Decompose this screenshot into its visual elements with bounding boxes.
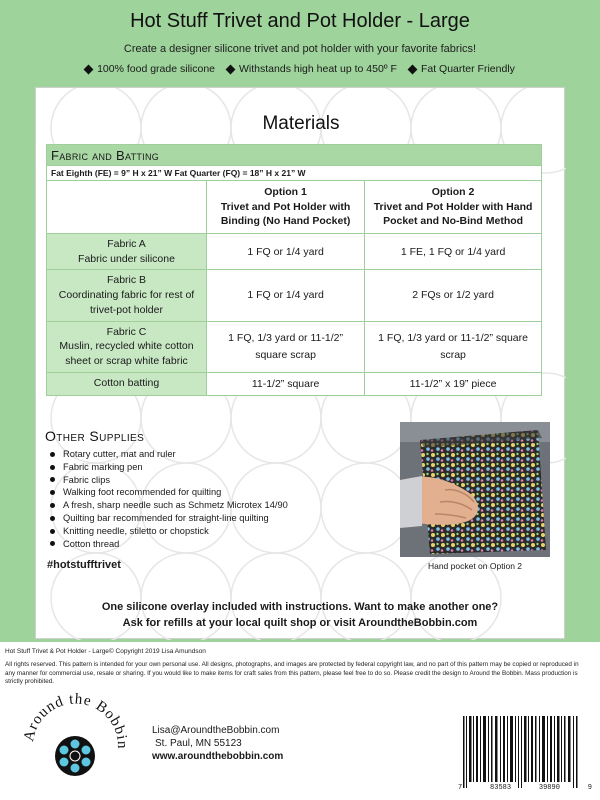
option1-label: Option 1: [264, 186, 307, 198]
option1-value: 1 FQ, 1/3 yard or 11-1/2” square scrap: [207, 321, 365, 372]
bullet-icon: [50, 529, 55, 534]
fabric-section-label: Fabric and Batting: [47, 145, 542, 166]
option1-desc: Trivet and Pot Holder with Binding (No Hand Pocket): [220, 200, 351, 228]
bullet-icon: [50, 452, 55, 457]
fabric-name-cell: [47, 372, 207, 395]
supply-label: Quilting bar recommended for straight-line quilting: [63, 512, 269, 523]
refill-line-1: One silicone overlay included with instructions. Want to make another one?: [101, 601, 499, 613]
option2-value: 2 FQs or 1/2 yard: [365, 270, 542, 321]
table-row: [47, 372, 542, 395]
refill-note: [0, 599, 600, 631]
hashtag: #hotstufftrivet: [47, 559, 121, 571]
barcode-digits: [455, 784, 595, 792]
rights-statement: All rights reserved. This pattern is intended for your own personal use. All designs, photographs, and images are protected by federal copyright law, and no part of this pattern may be copied or reproduced in any manner for commercial use, resale or sharing. If you would like to make items for craft sales from this pattern, please feel free to do so. Please credit the design to Around the Bobbin. Mass production is strictly prohibited.: [5, 661, 579, 685]
materials-heading: Materials: [262, 113, 340, 134]
bullet-icon: [50, 465, 55, 470]
fabric-name-cell: [47, 270, 207, 321]
barcode-digit-group: 83583: [490, 784, 512, 792]
bullet-icon: [50, 477, 55, 482]
feature-label: Fat Quarter Friendly: [420, 63, 515, 75]
fabric-name: Fabric A: [107, 238, 146, 251]
sizes-note-row: [47, 166, 542, 181]
supply-label: Knitting needle, stiletto or chopstick: [63, 525, 209, 536]
page-subtitle: Create a designer silicone trivet and pot holder with your favorite fabrics!: [123, 43, 477, 55]
option1-value: 1 FQ or 1/4 yard: [207, 270, 365, 321]
fabric-name-cell: [47, 321, 207, 372]
contact-email: Lisa@AroundtheBobbin.com: [152, 725, 280, 736]
bullet-icon: [50, 516, 55, 521]
fabric-name: Fabric C: [106, 325, 147, 338]
table-row: [47, 234, 542, 270]
feature-item: [227, 63, 397, 75]
fabric-section-header: [47, 145, 542, 166]
list-item: [50, 461, 288, 474]
diamond-bullet-icon: [408, 64, 418, 74]
supply-label: Walking foot recommended for quilting: [63, 487, 222, 498]
supplies-list: [50, 448, 288, 550]
option2-desc: Trivet and Pot Holder with Hand Pocket and No-Bind Method: [373, 200, 533, 228]
feature-list: [0, 63, 600, 75]
contact-city: St. Paul, MN 55123: [155, 738, 242, 749]
pot-holder-photo-image: [400, 422, 550, 557]
list-item: [50, 538, 288, 551]
fabric-detail: Coordinating fabric for rest of trivet-pot holder: [58, 289, 195, 316]
option2-header: [365, 181, 542, 234]
list-item: [50, 486, 288, 499]
table-row: [47, 321, 542, 372]
barcode-digit-group: 39890: [538, 784, 560, 792]
option1-header: [207, 181, 365, 234]
feature-label: Withstands high heat up to 450º F: [239, 63, 397, 75]
option2-value: 1 FE, 1 FQ or 1/4 yard: [365, 234, 542, 270]
refill-line-2: Ask for refills at your local quilt shop or visit AroundtheBobbin.com: [122, 617, 478, 629]
feature-item: [409, 63, 515, 75]
supply-label: Rotary cutter, mat and ruler: [63, 449, 176, 459]
option2-value: 1 FQ, 1/3 yard or 11-1/2” square scrap: [365, 321, 542, 372]
list-item: [50, 448, 288, 461]
list-item: [50, 499, 288, 512]
around-the-bobbin-logo: [18, 688, 133, 798]
barcode-digit-group: 9: [587, 784, 592, 792]
fabric-name: Fabric B: [106, 274, 147, 287]
fabric-detail: Fabric under silicone: [78, 252, 175, 265]
list-item: [50, 474, 288, 487]
option2-label: Option 2: [431, 186, 475, 198]
blank-header-cell: [47, 181, 207, 234]
bullet-icon: [50, 541, 55, 546]
supply-label: Fabric clips: [63, 474, 111, 485]
table-row: [47, 270, 542, 321]
photo-caption: Hand pocket on Option 2: [427, 561, 523, 571]
fabric-name-cell: [47, 234, 207, 270]
option1-value: 1 FQ or 1/4 yard: [207, 234, 365, 270]
other-supplies-heading: Other Supplies: [45, 428, 145, 444]
page-title: Hot Stuff Trivet and Pot Holder - Large: [130, 10, 470, 32]
barcode-digit-group: 7: [458, 784, 463, 792]
fabric-name: Cotton batting: [93, 377, 160, 390]
supply-label: A fresh, sharp needle such as Schmetz Microtex 14/90: [63, 500, 288, 511]
copyright-line: Hot Stuff Trivet & Pot Holder - Large© Copyright 2019 Lisa Amundson: [5, 648, 206, 655]
option2-value: 11-1/2” x 19” piece: [365, 372, 542, 395]
materials-table: [46, 144, 542, 396]
diamond-bullet-icon: [84, 64, 94, 74]
list-item: [50, 512, 288, 525]
option1-value: 11-1/2” square: [207, 372, 365, 395]
bullet-icon: [50, 503, 55, 508]
hand-pocket-photo: [400, 422, 550, 557]
sizes-note: Fat Eighth (FE) = 9” H x 21” W Fat Quarter (FQ) = 18” H x 21” W: [47, 166, 542, 181]
supply-label: Fabric marking pen: [63, 461, 143, 472]
contact-info: [152, 724, 283, 763]
bullet-icon: [50, 490, 55, 495]
logo-text: Around the Bobbin: [21, 691, 131, 750]
feature-item: [85, 63, 215, 75]
diamond-bullet-icon: [226, 64, 236, 74]
supply-label: Cotton thread: [63, 538, 120, 549]
feature-label: 100% food grade silicone: [97, 63, 216, 75]
fabric-detail: Muslin, recycled white cotton sheet or scrap white fabric: [59, 340, 194, 367]
contact-website: www.aroundthebobbin.com: [152, 751, 284, 762]
list-item: [50, 525, 288, 538]
option-header-row: [47, 181, 542, 234]
